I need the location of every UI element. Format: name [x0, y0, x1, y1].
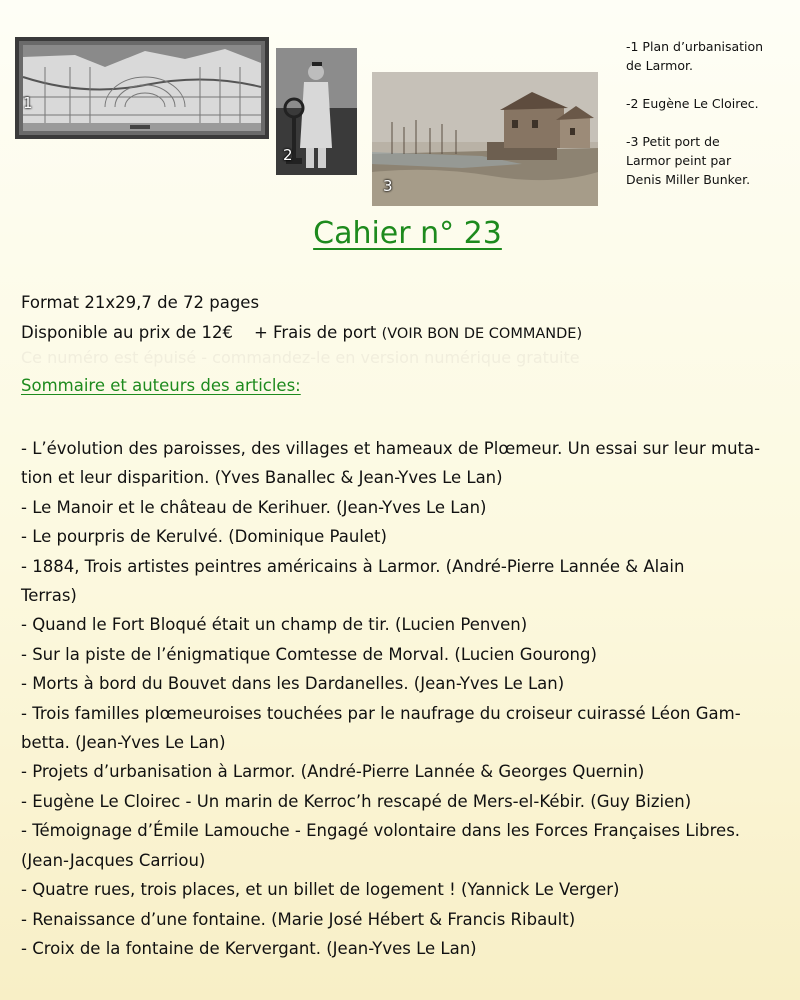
faint-notice: Ce numéro est épuisé - commandez-le en version numérique gratuite	[21, 348, 580, 367]
page-title-text: Cahier n° 23	[313, 216, 502, 251]
price-line	[21, 318, 582, 350]
photo-captions	[626, 37, 796, 208]
format-line: Format 21x29,7 de 72 pages	[21, 293, 260, 312]
list-item: - Morts à bord du Bouvet dans les Dardanelles. (Jean-Yves Le Lan)	[21, 674, 565, 694]
photo-number: 2	[283, 146, 293, 164]
list-item: - Le pourpris de Kerulvé. (Dominique Paulet)	[21, 527, 387, 547]
order-form-note: (VOIR BON DE COMMANDE)	[381, 325, 583, 342]
article-list	[21, 434, 785, 963]
harbor-painting-photo	[372, 72, 598, 206]
list-item: - L’évolution des paroisses, des villages et hameaux de Plœmeur. Un essai sur leur muta- tion et leur disparition. (Yves Banallec & Jean-Yves Le Lan)	[21, 439, 761, 488]
list-item: - Projets d’urbanisation à Larmor. (André-Pierre Lannée & Georges Quernin)	[21, 762, 645, 782]
list-item: - Renaissance d’une fontaine. (Marie José Hébert & Francis Ribault)	[21, 909, 576, 929]
price-text: Disponible au prix de 12€	[21, 322, 233, 342]
list-item: - Eugène Le Cloirec - Un marin de Kerroc’h rescapé de Mers-el-Kébir. (Guy Bizien)	[21, 791, 692, 811]
photo-number: 3	[383, 177, 393, 195]
page-title	[0, 216, 800, 251]
photo-caption-3: -3 Petit port de Larmor peint par Denis Miller Bunker.	[626, 134, 751, 187]
photo-caption-2: -2 Eugène Le Cloirec.	[626, 96, 759, 111]
publication-info	[21, 288, 582, 349]
list-item: - Croix de la fontaine de Kervergant. (Jean-Yves Le Lan)	[21, 938, 477, 958]
list-item: - 1884, Trois artistes peintres américains à Larmor. (André-Pierre Lannée & Alain Terras)	[21, 556, 685, 606]
photo-caption-1: -1 Plan d’urbanisation de Larmor.	[626, 39, 764, 73]
harbor-painting-image	[372, 72, 598, 206]
shipping-text: + Frais de port	[253, 322, 377, 342]
town-plan-photo	[15, 37, 269, 139]
list-item: - Quatre rues, trois places, et un billet de logement ! (Yannick Le Verger)	[21, 880, 620, 900]
town-plan-map-image	[15, 37, 269, 139]
photo-number: 1	[23, 94, 33, 112]
list-item: - Quand le Fort Bloqué était un champ de tir. (Lucien Penven)	[21, 615, 528, 635]
list-item: - Le Manoir et le château de Kerihuer. (Jean-Yves Le Lan)	[21, 497, 487, 517]
list-item: - Sur la piste de l’énigmatique Comtesse de Morval. (Lucien Gourong)	[21, 644, 597, 664]
sailor-portrait-photo	[276, 48, 357, 175]
summary-heading: Sommaire et auteurs des articles:	[21, 376, 301, 395]
list-item: - Témoignage d’Émile Lamouche - Engagé volontaire dans les Forces Françaises Libres. (Jean-Jacques Carriou)	[21, 821, 741, 870]
list-item: - Trois familles plœmeuroises touchées par le naufrage du croiseur cuirassé Léon Gam- betta. (Jean-Yves Le Lan)	[21, 703, 741, 753]
